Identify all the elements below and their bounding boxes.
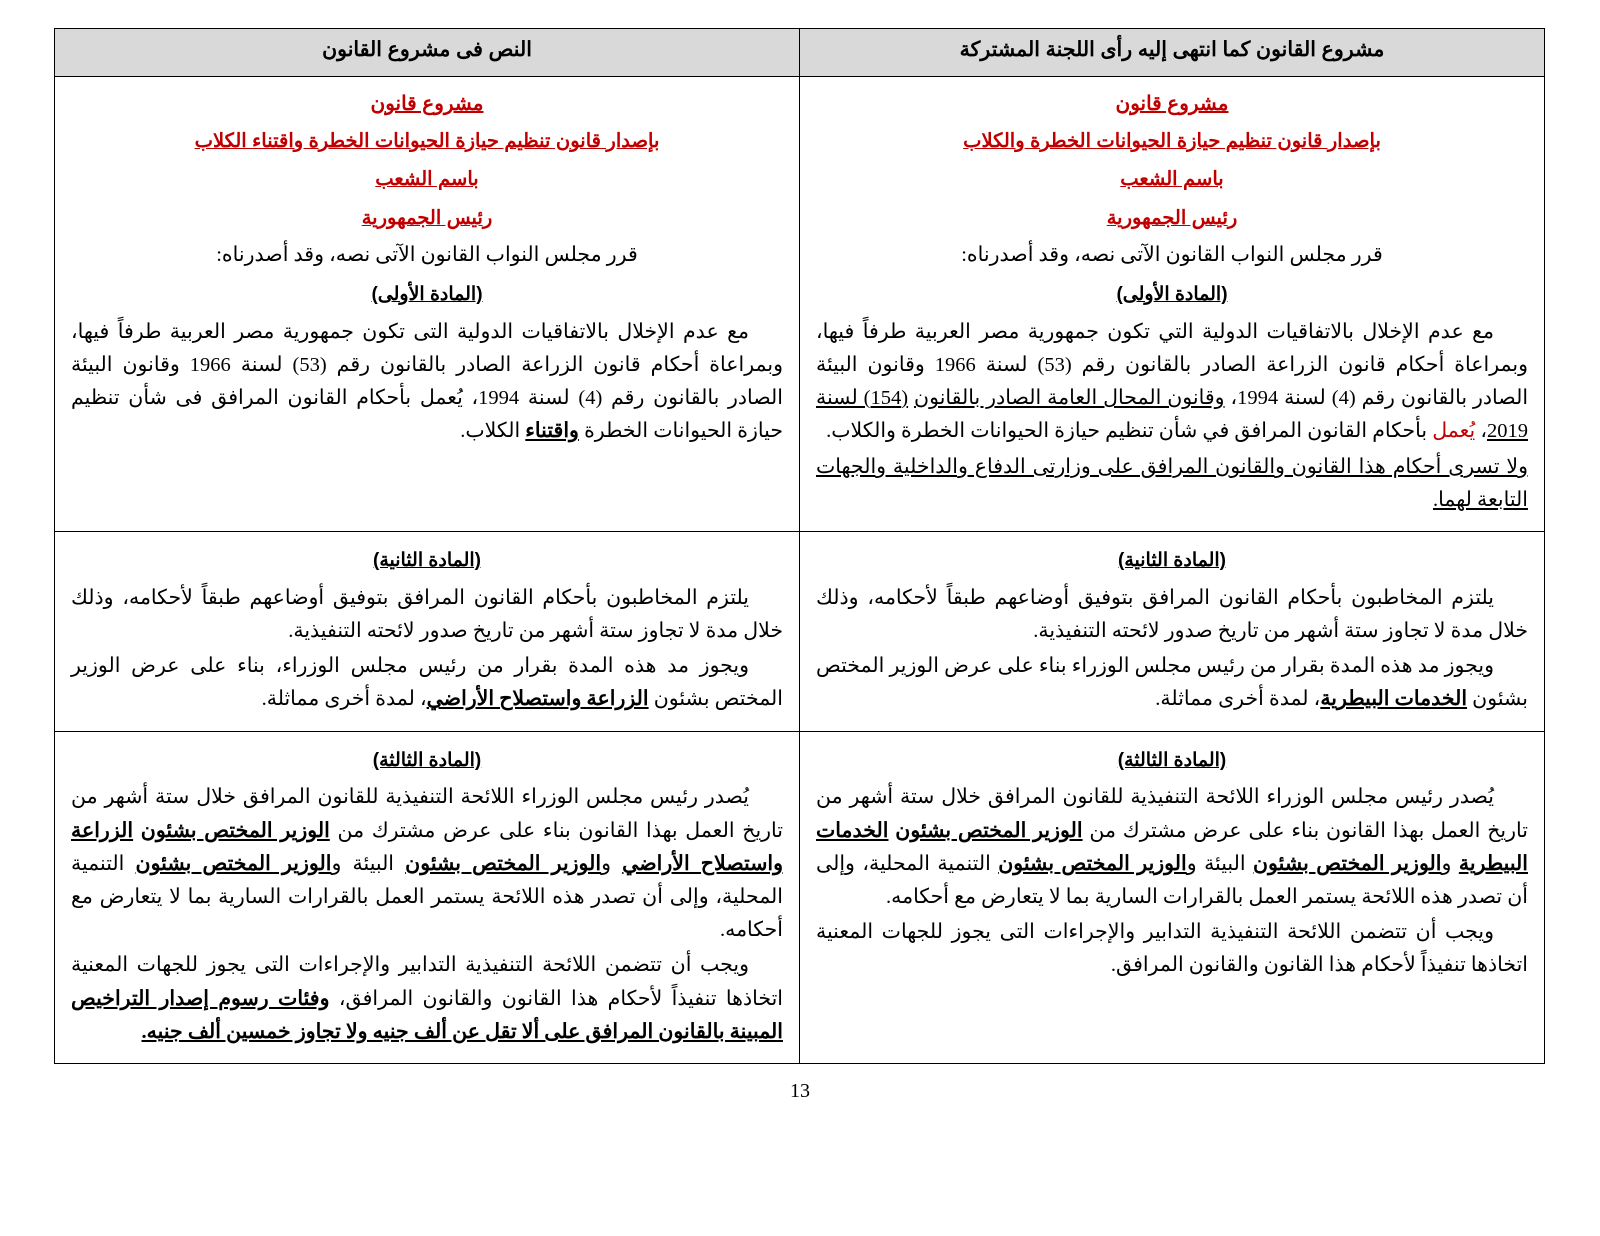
cell-committee-article-two: [800, 531, 1545, 731]
law-title-sub: بإصدار قانون تنظيم حيازة الحيوانات الخطرة والكلاب: [963, 130, 1381, 152]
article-paragraph: مع عدم الإخلال بالاتفاقيات الدولية التي تكون جمهورية مصر العربية طرفاً فيها، وبمراعاة أحكام قانون الزراعة الصادر بالقانون رقم (53) لسنة 1966 وقانون البيئة الصادر بالقانون رقم (4) لسنة 1994، وقانون المحال العامة الصادر بالقانون (154) لسنة 2019، يُعمل بأحكام القانون المرافق في شأن تنظيم حيازة الحيوانات الخطرة والكلاب.: [816, 320, 1529, 443]
cell-original-article-three: [55, 731, 800, 1063]
article-paragraph: يلتزم المخاطبون بأحكام القانون المرافق بتوفيق أوضاعهم طبقاً لأحكامه، وذلك خلال مدة لا تجاوز ستة أشهر من تاريخ صدور لائحته التنفيذية.: [71, 586, 783, 642]
parliament-decision-line: قرر مجلس النواب القانون الآتى نصه، وقد أصدرناه:: [961, 244, 1383, 267]
article-paragraph: ويجب أن تتضمن اللائحة التنفيذية التدابير والإجراءات التى يجوز للجهات المعنية اتخاذها تنفيذاً لأحكام هذا القانون والقانون المرافق.: [816, 921, 1528, 977]
law-title-sub: بإصدار قانون تنظيم حيازة الحيوانات الخطرة واقتناء الكلاب: [194, 130, 660, 152]
article-heading: (المادة الثالثة): [1117, 749, 1227, 771]
table-body: [55, 77, 1545, 1064]
article-heading: (المادة الأولى): [1116, 283, 1228, 305]
page-number: 13: [790, 1079, 810, 1102]
column-header-original-draft: النص فى مشروع القانون: [55, 29, 800, 77]
cell-original-article-two: [55, 531, 800, 731]
president-of-republic: رئيس الجمهورية: [361, 207, 493, 230]
law-title-main: مشروع قانون: [1115, 93, 1229, 115]
cell-original-article-one: [55, 77, 800, 532]
table-row: [55, 731, 1545, 1063]
cell-committee-article-three: [800, 731, 1545, 1063]
table-header: [55, 29, 1545, 77]
article-paragraph: يُصدر رئيس مجلس الوزراء اللائحة التنفيذية للقانون المرافق خلال ستة أشهر من تاريخ العمل بهذا القانون بناء على عرض مشترك من الوزير المختص بشئون الزراعة واستصلاح الأراضي والوزير المختص بشئون البيئة والوزير المختص بشئون التنمية المحلية، وإلى أن تصدر هذه اللائحة يستمر العمل بالقرارات السارية بما لا يتعارض مع أحكامه.: [71, 786, 784, 942]
article-paragraph: ويجوز مد هذه المدة بقرار من رئيس مجلس الوزراء بناء على عرض الوزير المختص بشئون الخدمات البيطرية، لمدة أخرى مماثلة.: [816, 655, 1528, 711]
article-paragraph-added: ولا تسرى أحكام هذا القانون والقانون المرافق على وزارتى الدفاع والداخلية والجهات التابعة لهما.: [816, 455, 1528, 511]
article-paragraph: يلتزم المخاطبون بأحكام القانون المرافق بتوفيق أوضاعهم طبقاً لأحكامه، وذلك خلال مدة لا تجاوز ستة أشهر من تاريخ صدور لائحته التنفيذية.: [816, 586, 1528, 642]
law-title-main: مشروع قانون: [370, 93, 484, 115]
table-header-row: [55, 29, 1545, 77]
article-heading: (المادة الأولى): [371, 283, 483, 305]
column-header-committee-version: مشروع القانون كما انتهى إليه رأى اللجنة المشتركة: [800, 29, 1545, 77]
article-paragraph: ويجوز مد هذه المدة بقرار من رئيس مجلس الوزراء، بناء على عرض الوزير المختص بشئون الزراعة واستصلاح الأراضي، لمدة أخرى مماثلة.: [71, 655, 783, 711]
comparison-table: [54, 28, 1545, 1064]
in-name-of-people: باسم الشعب: [375, 168, 479, 191]
table-row: [55, 77, 1545, 532]
cell-committee-article-one: [800, 77, 1545, 532]
in-name-of-people: باسم الشعب: [1120, 168, 1224, 191]
article-heading: (المادة الثانية): [1118, 549, 1226, 571]
article-paragraph: يُصدر رئيس مجلس الوزراء اللائحة التنفيذية للقانون المرافق خلال ستة أشهر من تاريخ العمل بهذا القانون بناء على عرض مشترك من الوزير المختص بشئون الخدمات البيطرية والوزير المختص بشئون البيئة والوزير المختص بشئون التنمية المحلية، وإلى أن تصدر هذه اللائحة يستمر العمل بالقرارات السارية بما لا يتعارض مع أحكامه.: [816, 786, 1528, 908]
article-paragraph: ويجب أن تتضمن اللائحة التنفيذية التدابير والإجراءات التى يجوز للجهات المعنية اتخاذها تنفيذاً لأحكام هذا القانون والقانون المرافق، وفئات رسوم إصدار التراخيص المبينة بالقانون المرافق على ألا تقل عن ألف جنيه ولا تجاوز خمسين ألف جنيه.: [71, 954, 783, 1043]
table-row: [55, 531, 1545, 731]
article-heading: (المادة الثالثة): [372, 749, 482, 771]
article-heading: (المادة الثانية): [373, 549, 481, 571]
president-of-republic: رئيس الجمهورية: [1106, 207, 1238, 230]
parliament-decision-line: قرر مجلس النواب القانون الآتى نصه، وقد أصدرناه:: [216, 244, 638, 267]
article-paragraph: مع عدم الإخلال بالاتفاقيات الدولية التى تكون جمهورية مصر العربية طرفاً فيها، وبمراعاة أحكام قانون الزراعة الصادر بالقانون رقم (53) لسنة 1966 وقانون البيئة الصادر بالقانون رقم (4) لسنة 1994، يُعمل بأحكام القانون المرافق فى شأن تنظيم حيازة الحيوانات الخطرة واقتناء الكلاب.: [71, 320, 784, 443]
